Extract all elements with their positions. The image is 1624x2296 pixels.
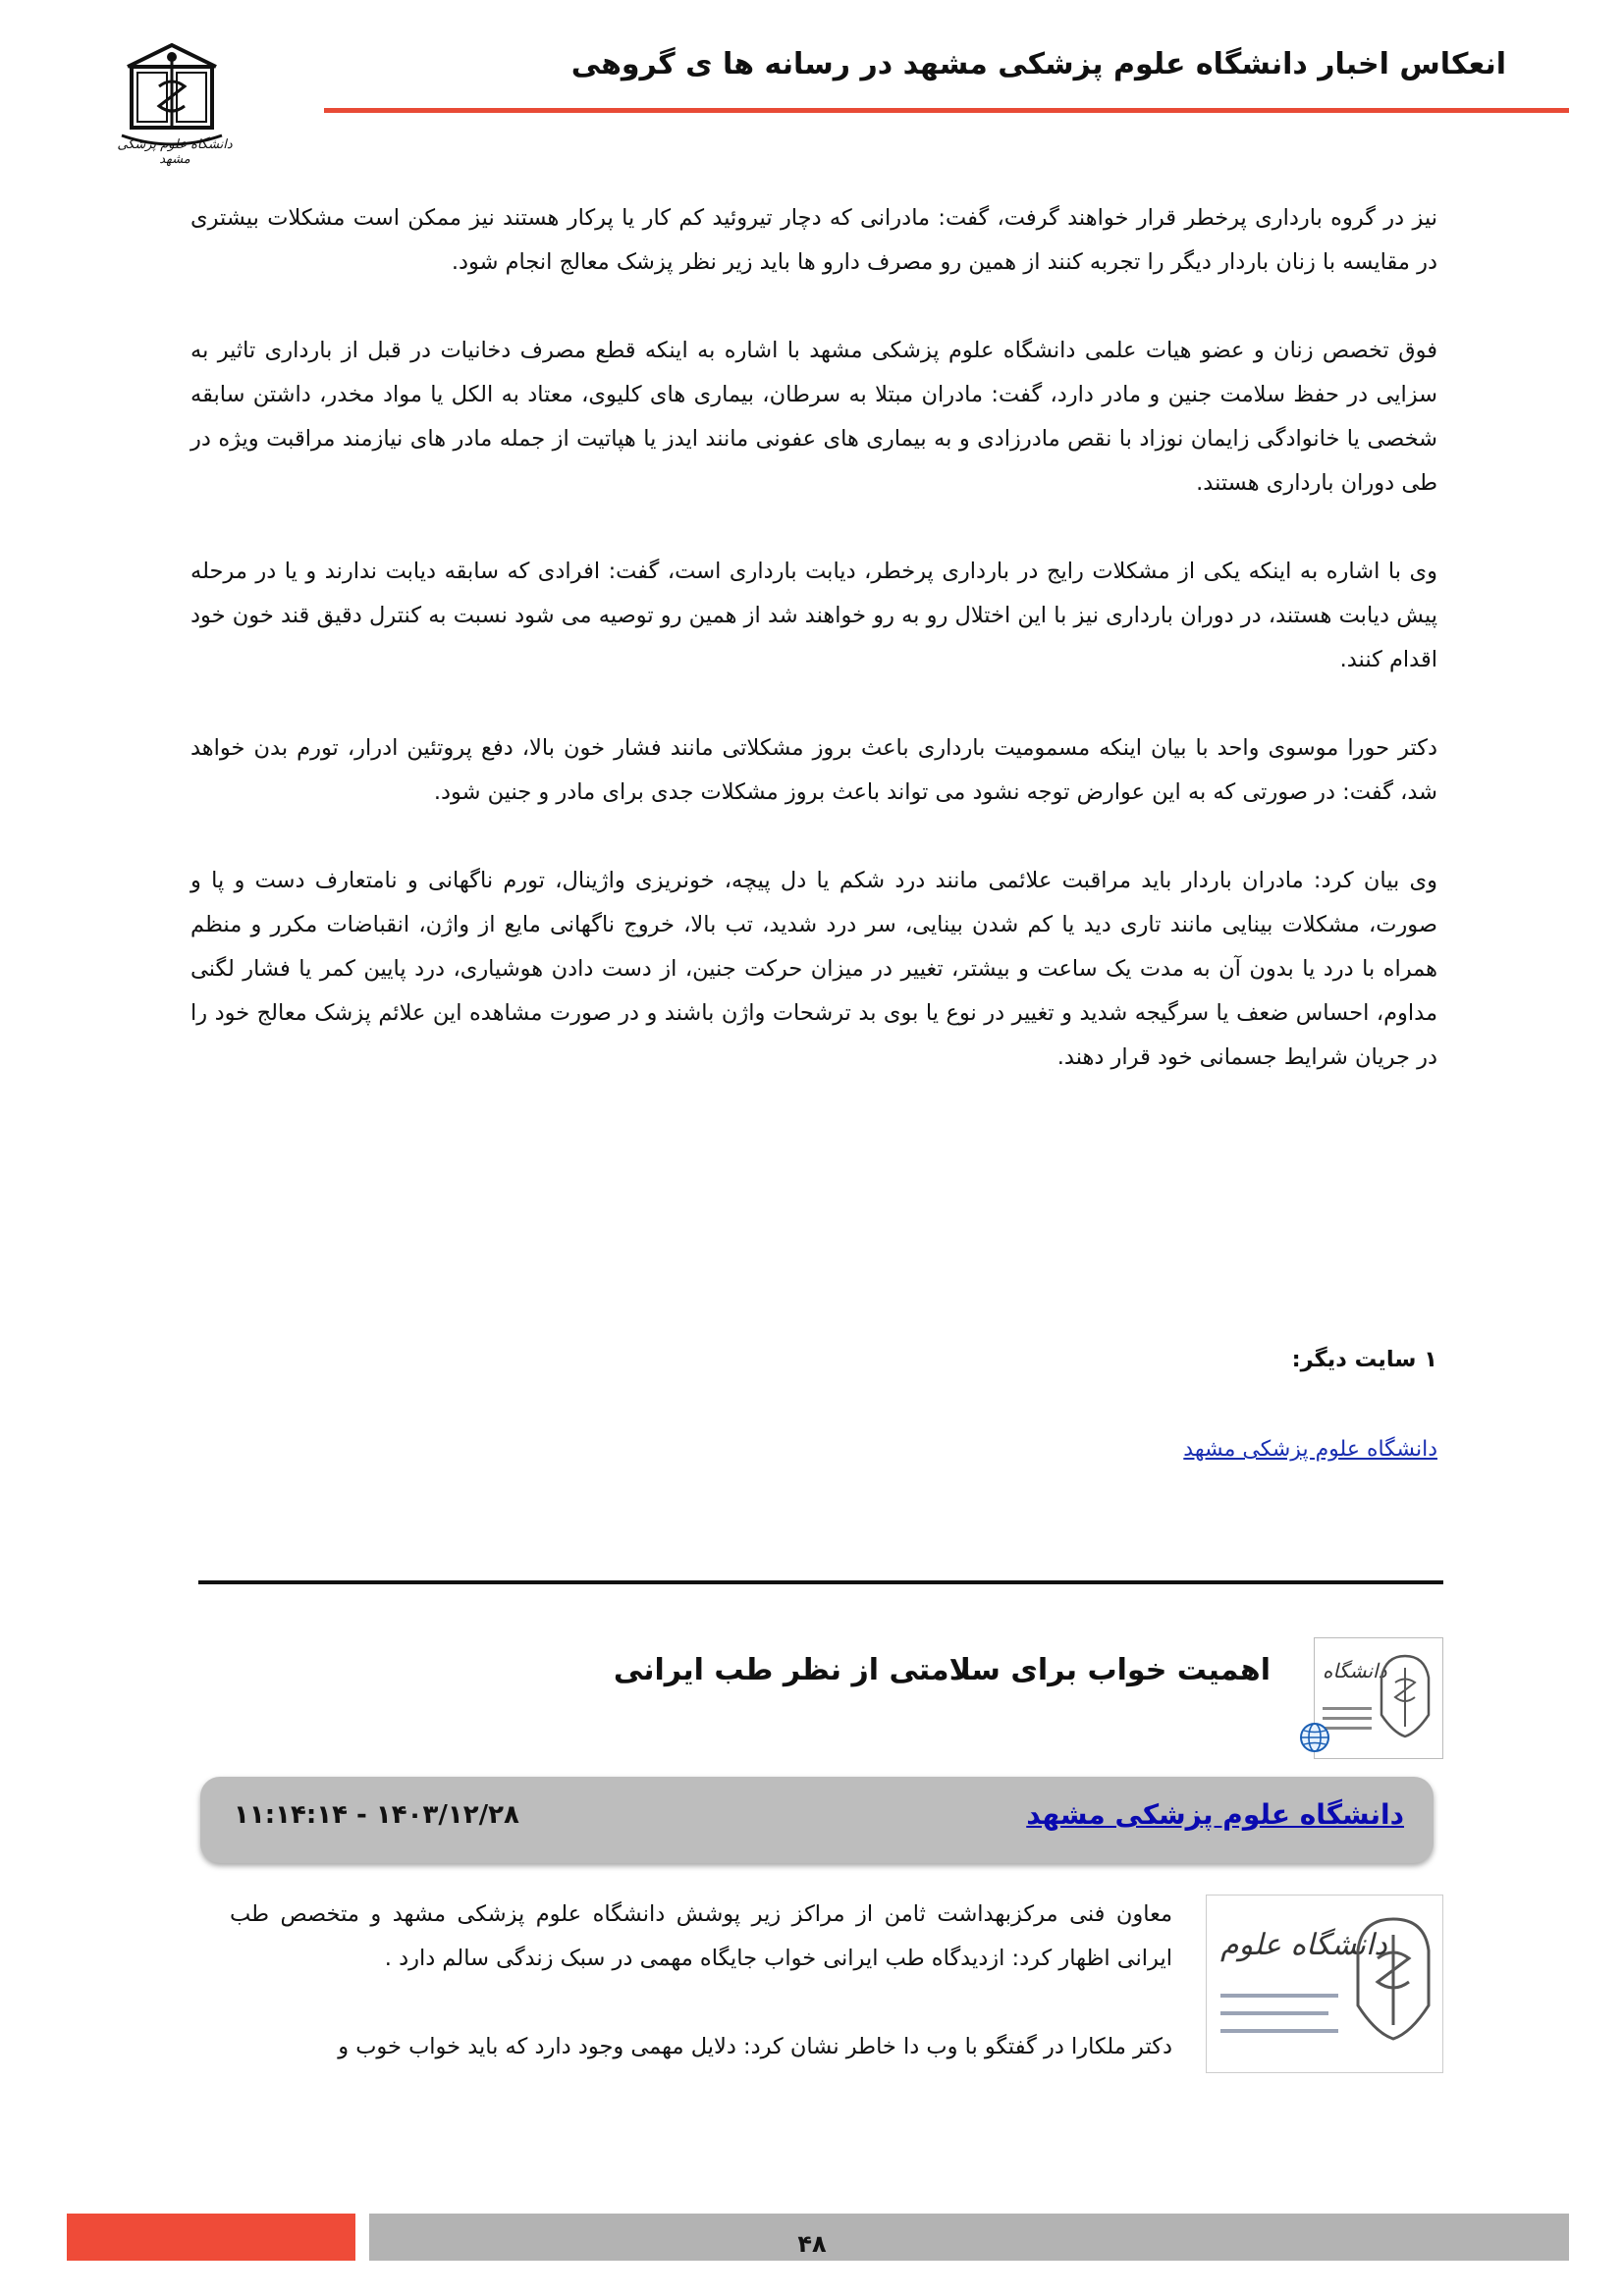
news-paragraph: دکتر ملکارا در گفتگو با وب دا خاطر نشان کرد: دلایل مهمی وجود دارد که باید خواب خوب و [338, 2034, 1172, 2059]
news-paragraph: معاون فنی مرکزبهداشت ثامن از مراکز زیر پوشش دانشگاه علوم پزشکی مشهد و متخصص طب ایرانی اظهار کرد: ازدیدگاه طب ایرانی خواب جایگاه مهمی در سبک زندگی سالم دارد . [230, 1901, 1172, 1971]
other-site-link[interactable]: دانشگاه علوم پزشکی مشهد [1183, 1437, 1437, 1462]
logo-caption: دانشگاه علوم پزشکی مشهد [117, 137, 233, 167]
svg-text:دانشگاه علوم: دانشگاه علوم [1220, 1928, 1387, 1962]
news-info-bar [200, 1777, 1434, 1863]
mums-logo-image-icon [1206, 1895, 1443, 2073]
header-divider [324, 108, 1569, 113]
other-site-link-container [848, 1437, 1437, 1462]
news-datetime: ۱۱:۱۴:۱۴ - ۱۴۰۳/۱۲/۲۸ [234, 1800, 519, 1830]
article-paragraph: وی بیان کرد: مادران باردار باید مراقبت علائمی مانند درد شکم یا دل پیچه، خونریزی واژینال، تورم ناگهانی و نامتعارف دست و پا و صورت، مشکلات بینایی مانند تاری دید یا کم شدن بینایی، سر درد شدید، تب بالا، خروج ناگهانی مایع از واژن، انقباضات مکرر و منظم همراه با درد یا بدون آن به مدت یک ساعت و بیشتر، تغییر در میزان حرکت جنین، از دست دادن هوشیاری، درد پایین کمر یا فشار لگنی مداوم، احساس ضعف یا سرگیجه شدید و تغییر در نوع یا بوی بد ترشحات واژن باشند و در صورت مشاهده این علائم پزشک معالج خود را در جریان شرایط جسمانی خود قرار دهند. [190, 868, 1437, 1070]
page-number: ۴۸ [797, 2230, 827, 2258]
mums-logo-icon [1314, 1637, 1443, 1759]
article-paragraph: فوق تخصص زنان و عضو هیات علمی دانشگاه علوم پزشکی مشهد با اشاره به اینکه قطع مصرف دخانیات در قبل از بارداری تاثیر به سزایی در حفظ سلامت جنین و مادر دارد، گفت: مادران مبتلا به سرطان، بیماری های کلیوی، معتاد به الکل یا مواد مخدر، داشتن سابقه شخصی یا خانوادگی زایمان نوزاد با نقص مادرزادی و به بیماری های عفونی مانند ایدز یا هپاتیت از جمله مادر های نیازمند مراقبت ویژه در طی دوران بارداری هستند. [190, 338, 1437, 496]
article-paragraph: نیز در گروه بارداری پرخطر قرار خواهند گرفت، گفت: مادرانی که دچار تیروئید کم کار یا پرکار هستند نیز ممکن است مشکلات بیشتری در مقایسه با زنان باردار دیگر را تجربه کنند از همین رو مصرف دارو ها باید زیر نظر پزشک معالج انجام شود. [190, 205, 1437, 275]
news-title: اهمیت خواب برای سلامتی از نظر طب ایرانی [613, 1653, 1271, 1687]
section-divider [198, 1580, 1443, 1584]
globe-icon[interactable] [1298, 1721, 1331, 1754]
news-summary [230, 1893, 1172, 2113]
article-paragraph: وی با اشاره به اینکه یکی از مشکلات رایج در بارداری پرخطر، دیابت بارداری است، گفت: افرادی که سابقه دیابت ندارند و یا در مرحله پیش دیابت هستند، در دوران بارداری نیز با این اختلال رو به رو خواهند شد از همین رو توصیه می شود نسبت به کنترل دقیق قند خون خود اقدام کنند. [190, 559, 1437, 672]
news-source-link[interactable]: دانشگاه علوم پزشکی مشهد [1026, 1798, 1404, 1831]
article-paragraph: دکتر حورا موسوی واحد با بیان اینکه مسمومیت بارداری باعث بروز مشکلاتی مانند فشار خون بالا، دفع پروتئین ادرار، تورم بدن خواهد شد، گفت: در صورتی که به این عوارض توجه نشود می تواند باعث بروز مشکلات جدی برای مادر و جنین شود. [190, 735, 1437, 805]
article-body [190, 196, 1437, 1124]
page-header-title: انعکاس اخبار دانشگاه علوم پزشکی مشهد در رسانه ها ی گروهی [570, 47, 1506, 81]
other-sites-label: ۱ سایت دیگر: [1291, 1347, 1437, 1372]
svg-text:دانشگاه: دانشگاه [1323, 1659, 1387, 1682]
